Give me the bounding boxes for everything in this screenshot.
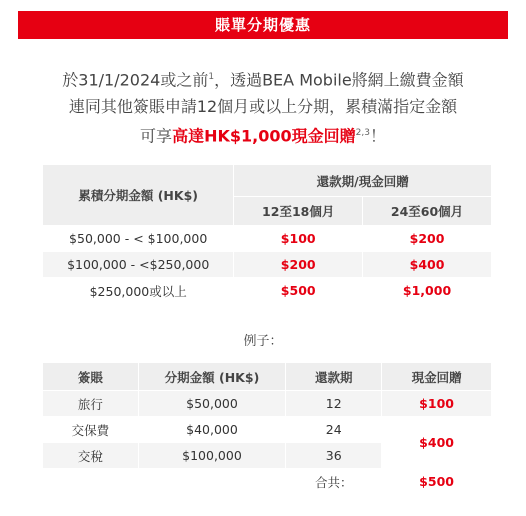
- header-spend: 簽賬: [43, 363, 139, 391]
- tier-rebate: $500: [234, 278, 363, 304]
- intro-text: [0, 64, 526, 150]
- spend-type: 交稅: [43, 443, 139, 469]
- header-amount: 累積分期金額 (HK$): [43, 165, 234, 226]
- rebate-highlight: 高達HK$1,000現金回贈: [172, 126, 356, 146]
- tier-rebate: $100: [234, 226, 363, 252]
- tier-rebate: $400: [363, 252, 492, 278]
- total-value: $500: [382, 469, 492, 495]
- example-label: 例子：: [243, 334, 283, 349]
- tier-rebate: $1,000: [363, 278, 492, 304]
- table-row-total: [43, 469, 492, 495]
- intro-line-3-b: ！: [369, 126, 386, 146]
- header-installment-amount: 分期金額 (HK$): [138, 363, 286, 391]
- spend-type: 旅行: [43, 391, 139, 417]
- installment-amount: $40,000: [138, 417, 286, 443]
- example-table: [42, 362, 492, 495]
- intro-line-1-b: ，透過BEA Mobile將網上繳費金額: [214, 70, 464, 90]
- promo-banner: [18, 11, 508, 39]
- rebate-value: $400: [382, 417, 492, 469]
- footnote-1: 1: [208, 72, 215, 82]
- header-term-12-18: 12至18個月: [234, 197, 363, 226]
- tier-amount: $50,000 - < $100,000: [43, 226, 234, 252]
- empty-cell: [43, 469, 286, 495]
- table-row: [43, 226, 492, 252]
- tier-table: [42, 164, 492, 304]
- installment-amount: $50,000: [138, 391, 286, 417]
- tier-rebate: $200: [363, 226, 492, 252]
- spend-type: 交保費: [43, 417, 139, 443]
- table-row: [43, 417, 492, 443]
- intro-line-3-a: 可享: [140, 126, 173, 146]
- installment-amount: $100,000: [138, 443, 286, 469]
- term-months: 36: [286, 443, 382, 469]
- intro-line-3: [0, 120, 526, 149]
- intro-line-2: 連同其他簽賬申請12個月或以上分期，累積滿指定金額: [68, 97, 458, 117]
- table-row: [43, 252, 492, 278]
- header-rebate: 現金回贈: [382, 363, 492, 391]
- tier-amount: $100,000 - <$250,000: [43, 252, 234, 278]
- header-term-24-60: 24至60個月: [363, 197, 492, 226]
- term-months: 12: [286, 391, 382, 417]
- table-row: [43, 391, 492, 417]
- header-term: 還款期: [286, 363, 382, 391]
- intro-line-1-a: 於31/1/2024或之前: [62, 70, 209, 90]
- rebate-value: $100: [382, 391, 492, 417]
- banner-title: 賬單分期優惠: [214, 16, 311, 34]
- tier-rebate: $200: [234, 252, 363, 278]
- tier-amount: $250,000或以上: [43, 278, 234, 304]
- table-row: [43, 278, 492, 304]
- total-label: 合共：: [286, 469, 382, 495]
- header-term-rebate: 還款期/現金回贈: [234, 165, 492, 197]
- footnote-2-3: 2,3: [355, 128, 370, 139]
- intro-line-1: [0, 64, 526, 93]
- term-months: 24: [286, 417, 382, 443]
